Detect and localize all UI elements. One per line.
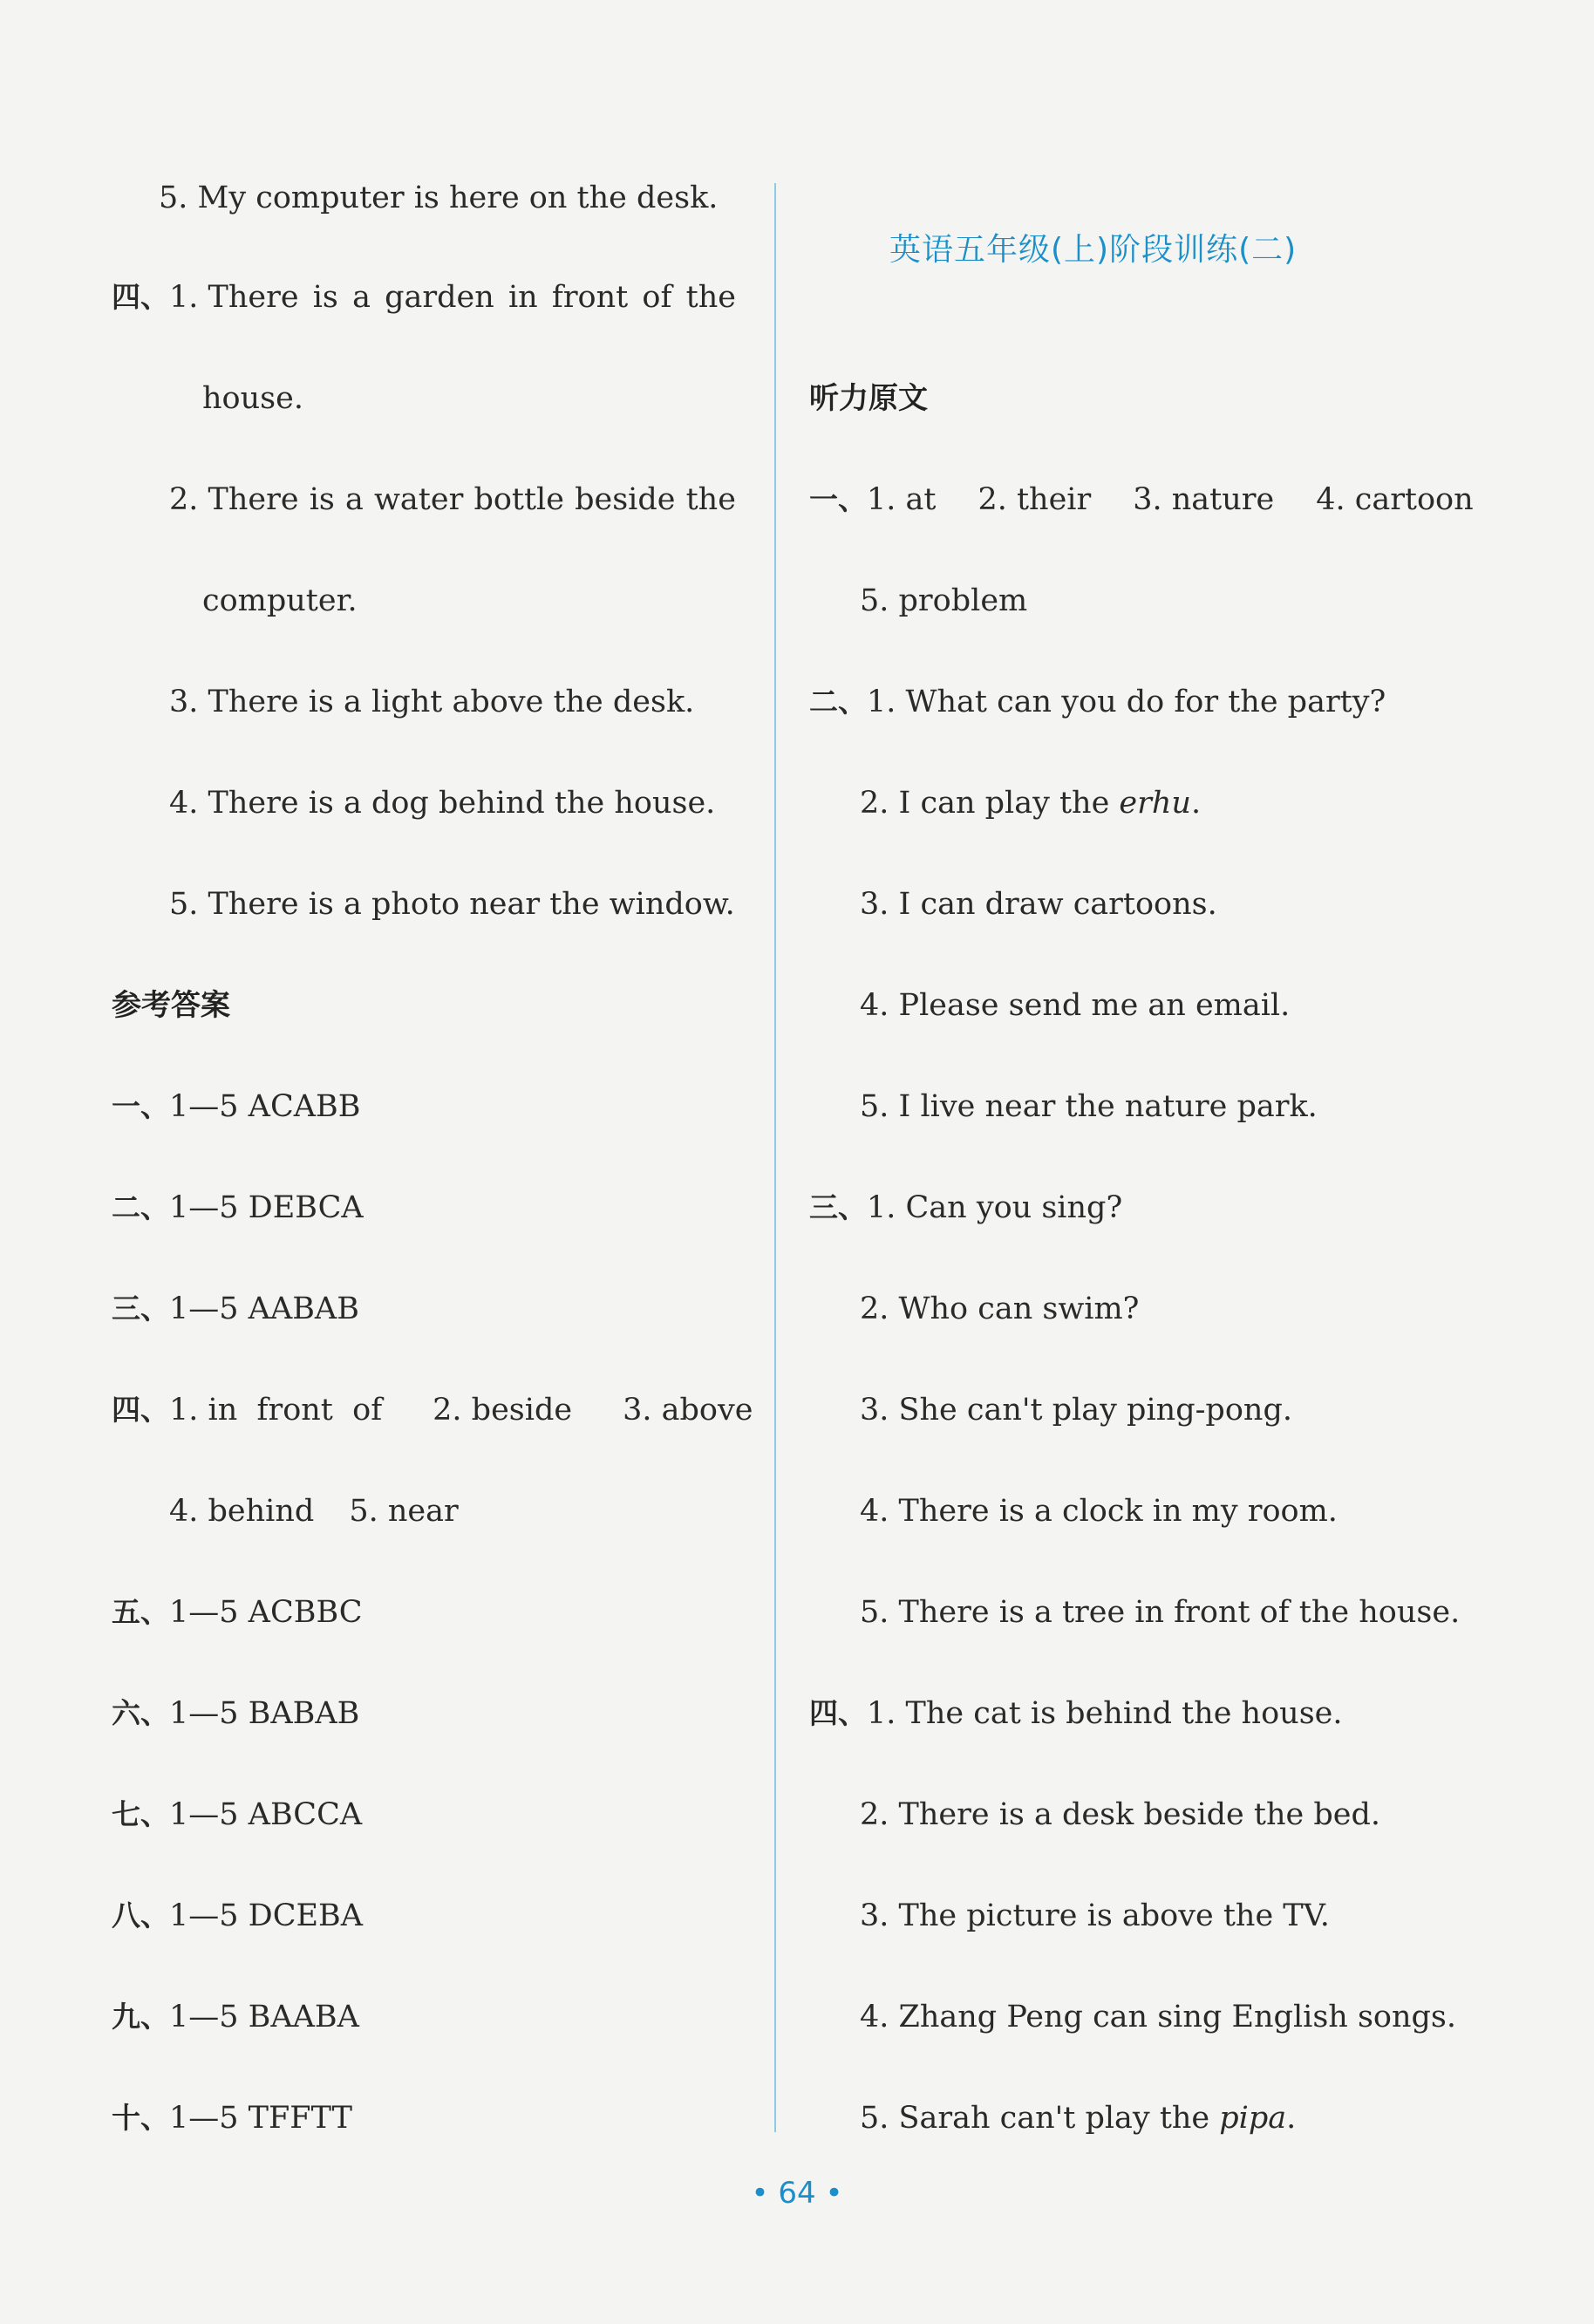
- listening-line: 3. She can't play ping-pong.: [860, 1393, 1292, 1428]
- page-title: 英语五年级(上)阶段训练(二): [889, 232, 1298, 268]
- listening-line: 5. There is a tree in front of the house.: [860, 1595, 1461, 1630]
- answers-heading: 参考答案: [112, 988, 230, 1023]
- answer-line: 六、1—5 BABAB: [112, 1696, 360, 1731]
- listening-line: 3. I can draw cartoons.: [860, 887, 1217, 922]
- section-label: 九、: [112, 2000, 169, 2034]
- section-label: 一、: [112, 1089, 169, 1123]
- listening-line: computer.: [202, 583, 358, 618]
- answer-line: 三、1—5 AABAB: [112, 1291, 359, 1326]
- listening-line: 4. There is a dog behind the house.: [169, 786, 716, 821]
- section-label: 三、: [112, 1291, 169, 1326]
- listening-line: 5. Sarah can't play the pipa.: [860, 2101, 1297, 2136]
- section-label: 四、: [809, 1696, 867, 1730]
- page-number: • 64 •: [751, 2176, 843, 2211]
- section-label: 五、: [112, 1595, 169, 1629]
- answer-line: 九、1—5 BAABA: [112, 2000, 359, 2034]
- listening-line: 5. problem: [860, 583, 1028, 618]
- section-label: 二、: [112, 1190, 169, 1224]
- answer-line: 十、1—5 TFFTT: [112, 2101, 352, 2136]
- listening-line: 四、1. There is a garden in front of the: [112, 280, 736, 315]
- section-label: 四、: [112, 1393, 169, 1427]
- section-label: 八、: [112, 1898, 169, 1932]
- answer-line: 二、1—5 DEBCA: [112, 1190, 364, 1225]
- listening-line: house.: [202, 381, 303, 416]
- answer-line: 四、1. in front of 2. beside 3. above: [112, 1393, 753, 1428]
- listening-line: 2. I can play the erhu.: [860, 786, 1202, 821]
- bullet-dot-icon: •: [751, 2176, 769, 2211]
- listening-line: 5. There is a photo near the window.: [169, 887, 735, 922]
- listening-line: 3. The picture is above the TV.: [860, 1898, 1330, 1933]
- column-divider: [774, 183, 776, 2132]
- section-label: 十、: [112, 2101, 169, 2135]
- section-label: 六、: [112, 1696, 169, 1730]
- listening-line: 4. Zhang Peng can sing English songs.: [860, 2000, 1457, 2034]
- section-label: 七、: [112, 1797, 169, 1831]
- answer-line: 七、1—5 ABCCA: [112, 1797, 363, 1832]
- listening-line: 四、1. The cat is behind the house.: [809, 1696, 1343, 1731]
- section-label: 一、: [809, 482, 867, 516]
- section-label: 四、: [112, 280, 169, 314]
- section-label: 三、: [809, 1190, 867, 1224]
- answer-line: 五、1—5 ACBBC: [112, 1595, 363, 1630]
- listening-line: 2. Who can swim?: [860, 1291, 1140, 1326]
- answer-line: 一、1—5 ACABB: [112, 1089, 361, 1124]
- listening-line: 5. My computer is here on the desk.: [159, 181, 719, 215]
- answer-line: 八、1—5 DCEBA: [112, 1898, 364, 1933]
- listening-line: 5. I live near the nature park.: [860, 1089, 1318, 1124]
- section-label: 二、: [809, 685, 867, 719]
- listening-line: 4. There is a clock in my room.: [860, 1494, 1338, 1529]
- answer-line: 4. behind 5. near: [169, 1494, 459, 1529]
- listening-line: 3. There is a light above the desk.: [169, 685, 695, 719]
- bullet-dot-icon: •: [825, 2176, 843, 2211]
- listening-line: 三、1. Can you sing?: [809, 1190, 1123, 1225]
- listening-line: 一、1. at 2. their 3. nature 4. cartoon: [809, 482, 1474, 517]
- listening-heading: 听力原文: [809, 381, 928, 416]
- listening-line: 2. There is a desk beside the bed.: [860, 1797, 1380, 1832]
- listening-line: 4. Please send me an email.: [860, 988, 1291, 1023]
- listening-line: 二、1. What can you do for the party?: [809, 685, 1386, 719]
- listening-line: 2. There is a water bottle beside the: [169, 482, 736, 517]
